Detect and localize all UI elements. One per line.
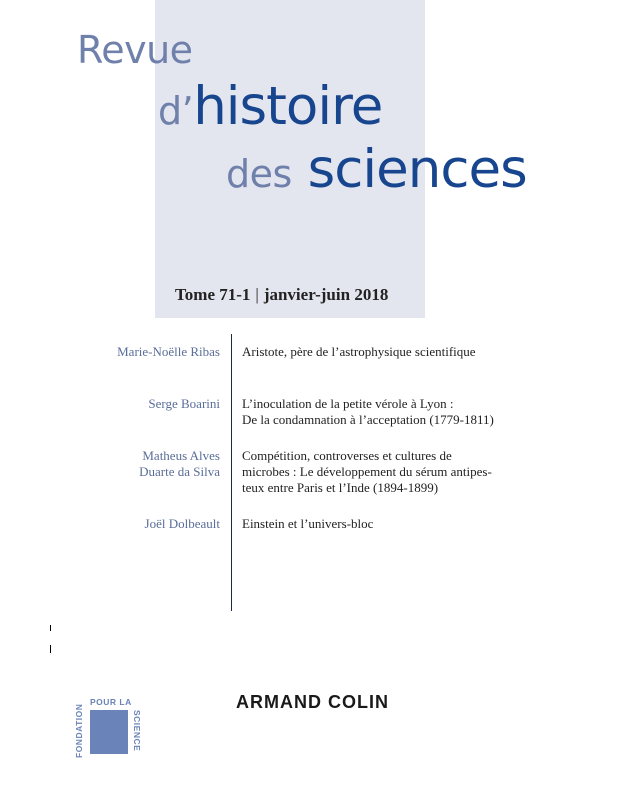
issue-date: janvier-juin 2018 xyxy=(263,285,389,304)
title-line: teux entre Paris et l’Inde (1894-1899) xyxy=(242,480,439,495)
article-title xyxy=(242,448,492,496)
author-line: Marie-Noëlle Ribas xyxy=(117,344,220,359)
logo-text-fondation: FONDATION xyxy=(74,703,84,758)
fondation-logo xyxy=(74,694,144,764)
title-word-histoire: histoire xyxy=(193,76,383,137)
article-title xyxy=(242,344,476,360)
article-title xyxy=(242,396,494,428)
title-line: Compétition, controverses et cultures de xyxy=(242,448,452,463)
title-line: microbes : Le développement du sérum antipes- xyxy=(242,464,492,479)
article-title xyxy=(242,516,373,532)
publisher-name: ARMAND COLIN xyxy=(236,692,389,712)
logo-block xyxy=(90,710,128,754)
journal-title-histoire xyxy=(158,76,383,137)
journal-title-revue: Revue xyxy=(77,28,193,72)
title-prefix-des: des xyxy=(226,152,292,196)
title-line: Aristote, père de l’astrophysique scientifique xyxy=(242,344,476,359)
title-line: L’inoculation de la petite vérole à Lyon : xyxy=(242,396,454,411)
logo-text-pourla: POUR LA xyxy=(90,697,132,707)
article-author xyxy=(117,344,220,360)
journal-title-sciences xyxy=(226,139,527,200)
author-line: Serge Boarini xyxy=(148,396,220,411)
logo-text-science: SCIENCE xyxy=(132,710,142,752)
title-word-sciences: sciences xyxy=(307,139,527,200)
title-line: Einstein et l’univers-bloc xyxy=(242,516,374,531)
margin-mark xyxy=(50,625,51,631)
title-prefix-d: d’ xyxy=(158,89,194,133)
author-line: Matheus Alves xyxy=(142,448,220,463)
issue-separator: | xyxy=(255,285,259,304)
article-author xyxy=(145,516,220,532)
margin-mark xyxy=(50,645,51,653)
title-line: De la condamnation à l’acceptation (1779-1811) xyxy=(242,412,494,427)
article-author xyxy=(139,448,220,480)
contents-divider xyxy=(231,334,232,611)
author-line: Joël Dolbeault xyxy=(144,516,220,531)
issue-tome: Tome 71-1 xyxy=(175,285,251,304)
author-line: Duarte da Silva xyxy=(139,464,220,479)
article-author xyxy=(148,396,220,412)
issue-info xyxy=(175,285,388,305)
